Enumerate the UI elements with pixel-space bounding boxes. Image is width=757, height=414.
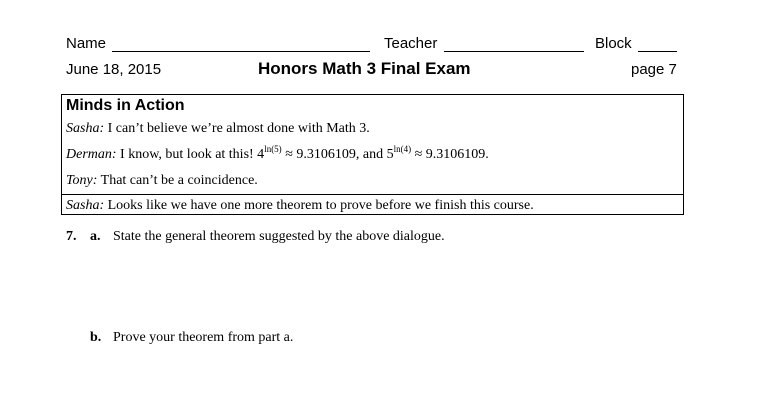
- dialogue-separator: [62, 194, 683, 195]
- dialogue-text-suffix: ≈ 9.3106109.: [411, 147, 489, 162]
- dialogue-line-sasha-1: [66, 120, 370, 138]
- speaker-name: Tony:: [66, 173, 98, 188]
- part-b-prompt: Prove your theorem from part a.: [113, 330, 294, 345]
- block-label: Block: [595, 35, 632, 52]
- question-number: 7.: [66, 229, 77, 244]
- dialogue-text: That can’t be a coincidence.: [100, 173, 258, 188]
- part-a-label: a.: [90, 229, 101, 244]
- dialogue-text: I can’t believe we’re almost done with Math 3.: [107, 121, 370, 136]
- part-a-prompt: State the general theorem suggested by the above dialogue.: [113, 229, 445, 244]
- speaker-name: Derman:: [66, 147, 117, 162]
- exam-date: June 18, 2015: [66, 61, 162, 78]
- block-blank-line[interactable]: [638, 51, 677, 52]
- exponent-ln4: ln(4): [393, 144, 412, 154]
- dialogue-line-tony: [66, 172, 258, 190]
- exponent-ln5: ln(5): [264, 144, 282, 154]
- dialogue-line-derman: [66, 146, 489, 164]
- speaker-name: Sasha:: [66, 198, 105, 213]
- name-blank-line[interactable]: [112, 51, 370, 52]
- part-b-label: b.: [90, 330, 102, 345]
- minds-in-action-box: [61, 94, 684, 215]
- dialogue-text: Looks like we have one more theorem to prove before we finish this course.: [107, 198, 534, 213]
- minds-in-action-title: Minds in Action: [66, 97, 185, 114]
- dialogue-line-sasha-2: [66, 197, 534, 215]
- dialogue-text-mid: ≈ 9.3106109, and 5: [281, 147, 394, 162]
- speaker-name: Sasha:: [66, 121, 105, 136]
- teacher-label: Teacher: [384, 35, 438, 52]
- dialogue-text-prefix: I know, but look at this! 4: [120, 147, 265, 162]
- page-number: page 7: [631, 61, 677, 78]
- teacher-blank-line[interactable]: [444, 51, 584, 52]
- name-label: Name: [66, 35, 107, 52]
- exam-title: Honors Math 3 Final Exam: [258, 59, 471, 78]
